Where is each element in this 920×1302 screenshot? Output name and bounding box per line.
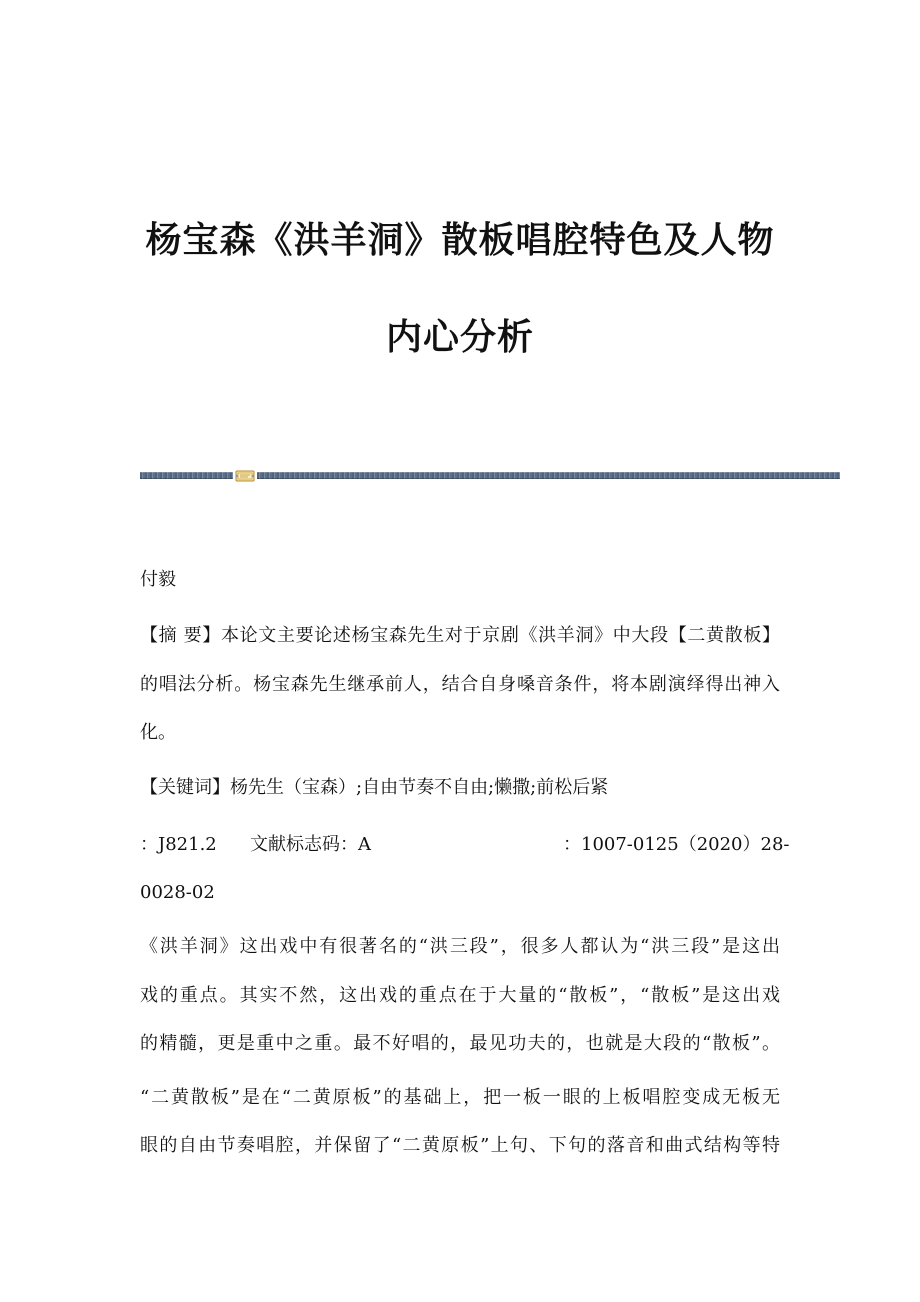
classification-line (140, 832, 790, 858)
keywords: 【关键词】杨先生（宝森）;自由节奏不自由;懒撒;前松后紧 (140, 777, 609, 798)
abstract-line: 的唱法分析。杨宝森先生继承前人，结合自身嗓音条件，将本剧演绎得出神入 (140, 674, 780, 695)
body-paragraph-line: “二黄散板”是在“二黄原板”的基础上，把一板一眼的上板唱腔变成无板无 (140, 1087, 780, 1108)
abstract-line: 化。 (140, 722, 176, 743)
scroll-icon (235, 468, 255, 482)
article-number-continued: 0028-02 (140, 882, 215, 903)
document-code: 文献标志码：A (250, 834, 371, 855)
article-title-line-2: 内心分析 (385, 316, 534, 358)
clc-number: ：J821.2 (140, 834, 217, 855)
body-paragraph-line: 眼的自由节奏唱腔，并保留了“二黄原板”上句、下句的落音和曲式结构等特 (140, 1135, 780, 1156)
title-divider-right (257, 472, 840, 479)
article-title-line-1: 杨宝森《洪羊洞》散板唱腔特色及人物 (145, 219, 775, 261)
author-name: 付毅 (140, 569, 176, 590)
abstract-line: 【摘 要】本论文主要论述杨宝森先生对于京剧《洪羊洞》中大段【二黄散板】 (140, 625, 780, 646)
article-number: ：1007-0125（2020）28- (563, 834, 790, 855)
body-paragraph-line: 《洪羊洞》这出戏中有很著名的“洪三段”，很多人都认为“洪三段”是这出 (140, 936, 780, 957)
body-paragraph-line: 的精髓，更是重中之重。最不好唱的，最见功夫的，也就是大段的“散板”。 (140, 1033, 780, 1054)
title-divider-left (140, 472, 233, 479)
body-paragraph-line: 戏的重点。其实不然，这出戏的重点在于大量的“散板”，“散板”是这出戏 (140, 985, 780, 1006)
